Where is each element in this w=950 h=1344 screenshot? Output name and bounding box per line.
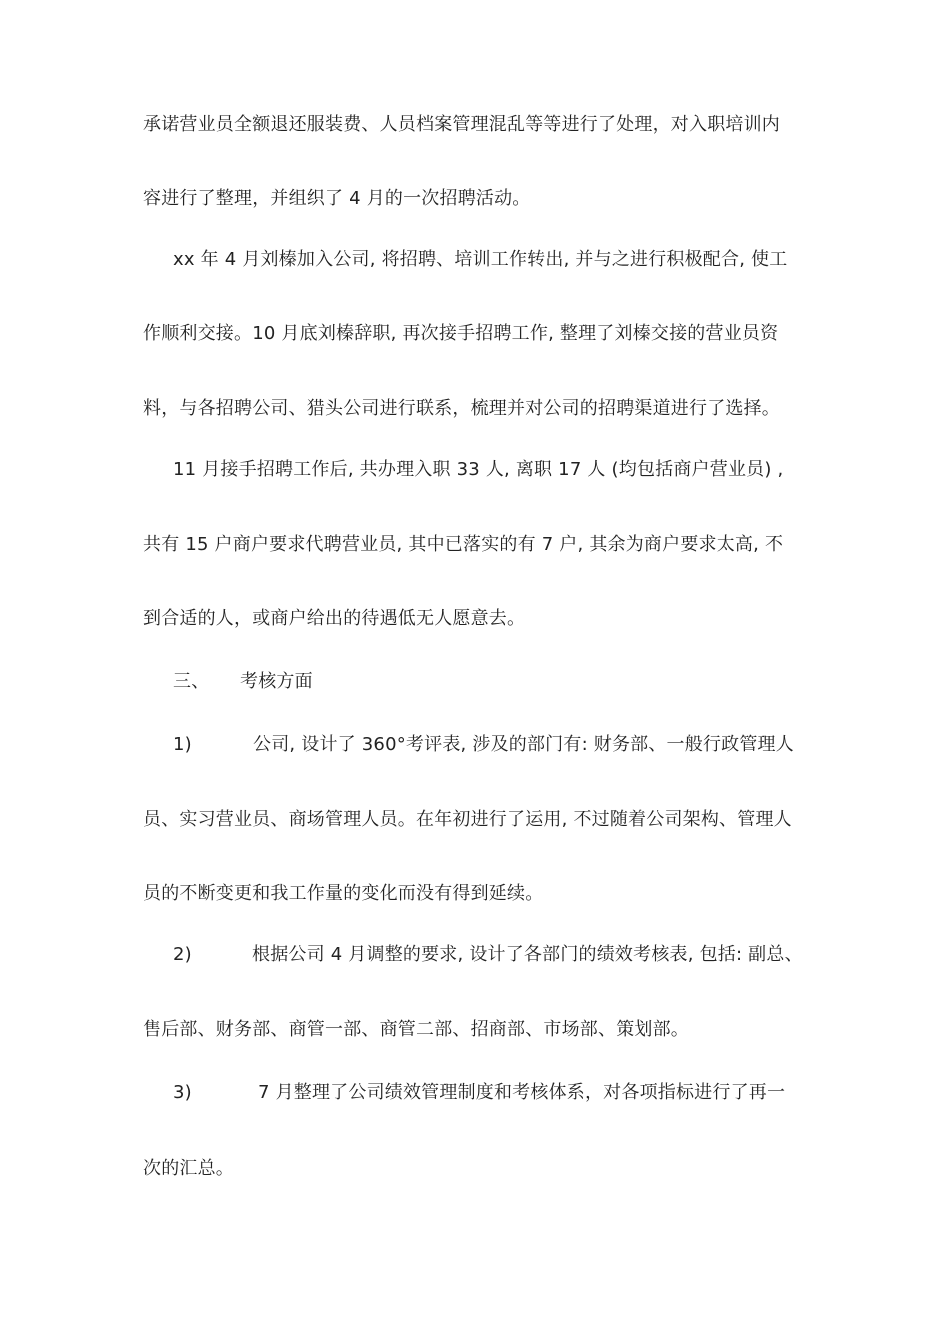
list-item-text: 根据公司 4 月调整的要求, 设计了各部门的绩效考核表, 包括: 副总、 <box>252 944 803 965</box>
paragraph-line: 共有 15 户商户要求代聘营业员, 其中已落实的有 7 户, 其余为商户要求太高, 不 <box>143 534 784 555</box>
list-item-text: 公司, 设计了 360°考评表, 涉及的部门有: 财务部、一般行政管理人 <box>253 734 794 755</box>
list-item-number: 1) <box>173 734 192 755</box>
paragraph-line: 到合适的人，或商户给出的待遇低无人愿意去。 <box>143 608 526 629</box>
paragraph-line: 11 月接手招聘工作后, 共办理入职 33 人, 离职 17 人 (均包括商户营业员) , <box>173 459 784 480</box>
list-item-text: 7 月整理了公司绩效管理制度和考核体系，对各项指标进行了再一 <box>258 1082 786 1103</box>
list-item-number: 3) <box>173 1082 192 1103</box>
list-item-text: 次的汇总。 <box>143 1158 234 1179</box>
list-item-text: 员的不断变更和我工作量的变化而没有得到延续。 <box>143 883 544 904</box>
list-item-text: 员、实习营业员、商场管理人员。在年初进行了运用, 不过随着公司架构、管理人 <box>143 809 792 830</box>
section-title: 考核方面 <box>240 671 313 692</box>
section-number: 三、 <box>173 671 210 692</box>
paragraph-line: xx 年 4 月刘榛加入公司, 将招聘、培训工作转出, 并与之进行积极配合, 使工 <box>173 249 788 270</box>
paragraph-line: 容进行了整理，并组织了 4 月的一次招聘活动。 <box>143 188 531 209</box>
paragraph-line: 承诺营业员全额退还服装费、人员档案管理混乱等等进行了处理，对入职培训内 <box>143 114 780 135</box>
list-item-text: 售后部、财务部、商管一部、商管二部、招商部、市场部、策划部。 <box>143 1019 689 1040</box>
paragraph-line: 料，与各招聘公司、猎头公司进行联系，梳理并对公司的招聘渠道进行了选择。 <box>143 398 780 419</box>
paragraph-line: 作顺利交接。10 月底刘榛辞职, 再次接手招聘工作, 整理了刘榛交接的营业员资 <box>143 323 779 344</box>
list-item-number: 2) <box>173 944 192 965</box>
